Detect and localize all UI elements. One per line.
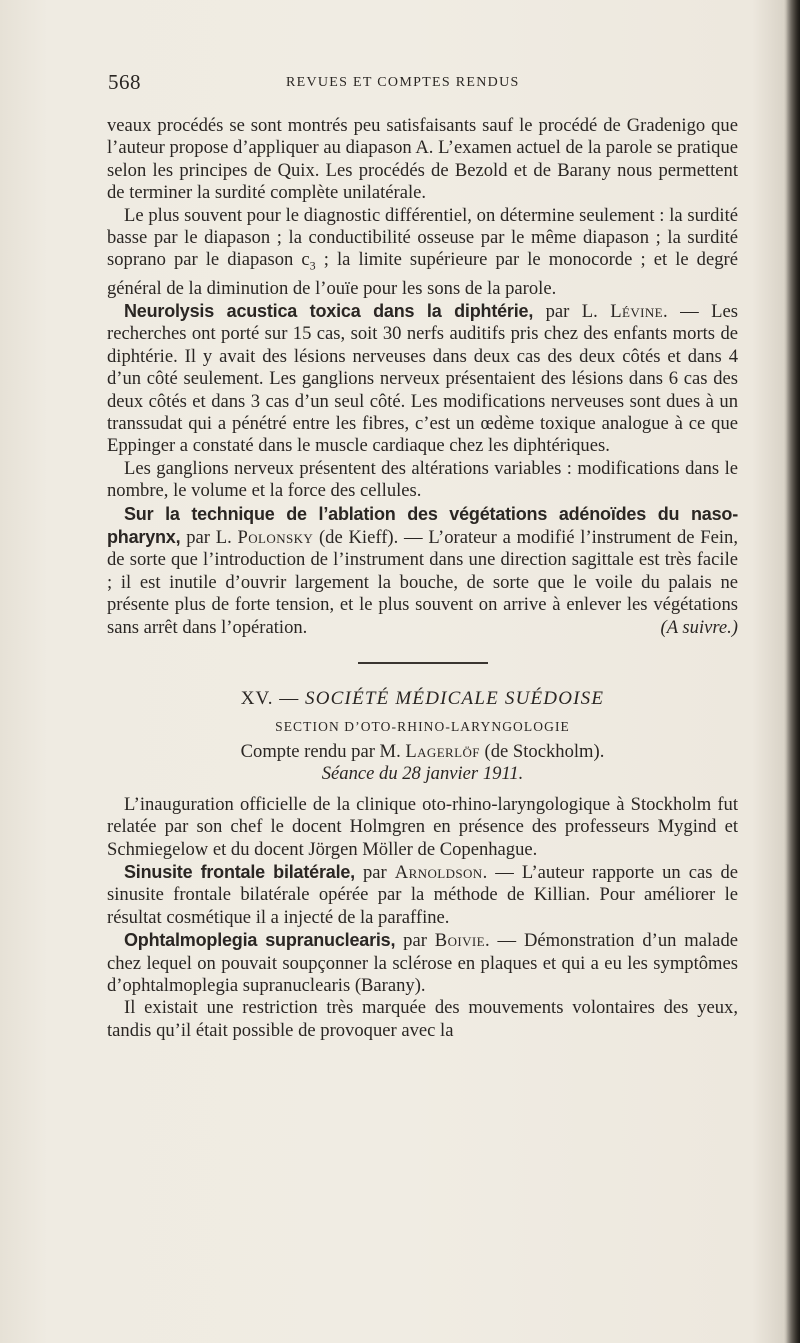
section-number: XV. — — [240, 688, 306, 710]
paragraph-text: Le plus souvent pour le diagnostic différentiel, on détermine seulement : la surdité basse par le diapason ; la conductibilité osseuse par le même diapason ; la surdité soprano par le diapason c — [107, 204, 738, 271]
section-title — [107, 688, 738, 710]
paragraph-text: par — [395, 930, 435, 952]
byline-text: Compte rendu par M. — [240, 740, 406, 762]
paragraph-text: (de Kieff). — L’orateur a modifié l’instrument de Fein, de sorte que l’introduction de l’instrument dans une direction sagittale est très facile ; il est inutile d’ouvrir largement la bouche, de sorte que le voile du palais ne présente plus de forte tension, et le plus souvent on arrive à enlever les végétations sans arrêt dans l’opération. — [107, 527, 738, 638]
paragraph: Les ganglions nerveux présentent des altérations variables : modifications dans le nombre, le volume et la force des cellules. — [107, 457, 738, 502]
paragraph — [107, 861, 738, 929]
article-title: Ophtalmoplegia supranuclearis, — [124, 930, 396, 951]
paragraph: Il existait une restriction très marquée des mouvements volontaires des yeux, tandis qu’il était possible de provoquer avec la — [107, 997, 738, 1041]
page-number: 568 — [108, 70, 141, 94]
article-title: Sur la technique de l’ablation des végétations adénoïdes du naso-pharynx, — [107, 503, 738, 548]
byline-text: (de Stockholm). — [479, 740, 605, 762]
paragraph: L’inauguration officielle de la clinique oto-rhino-laryngologique à Stockholm fut relatée par son chef le docent Holmgren en présence des professeurs Mygind et Schmiegelow et du docent Jörgen Möller de Copenhague. — [107, 793, 738, 860]
page-header — [108, 70, 738, 100]
spacer — [107, 786, 738, 794]
section-name: SOCIÉTÉ MÉDICALE SUÉDOISE — [305, 688, 605, 710]
paragraph-text: par — [355, 861, 395, 883]
subscript: 3 — [309, 259, 316, 274]
binding-shadow — [786, 0, 800, 1343]
text-column — [107, 115, 738, 1042]
paragraph-text: . — Démonstration d’un malade chez lequel on pouvait soupçonner la sclérose en plaques et qui a eu les symptômes d’ophtalmoplegia supranuclearis (Barany). — [107, 930, 738, 996]
author-name: Polonsky — [237, 527, 314, 549]
article-title: Neurolysis acustica toxica dans la diphtérie, — [124, 300, 534, 321]
session-date: Séance du 28 janvier 1911. — [321, 763, 524, 785]
paragraph-text: . — L’auteur rapporte un cas de sinusite frontale bilatérale opérée par la méthode de Killian. Pour améliorer le résultat cosmétique il a injecté de la paraffine. — [107, 861, 739, 928]
article-title: Sinusite frontale bilatérale, — [124, 861, 355, 882]
paragraph — [107, 503, 738, 639]
section-subtitle: SECTION D’OTO-RHINO-LARYNGOLOGIE — [275, 719, 570, 735]
author-name: Lévine — [610, 300, 663, 322]
author-name: Boivie — [434, 930, 485, 952]
section-divider — [358, 662, 488, 664]
paragraph-text: . — Les recherches ont porté sur 15 cas, soit 30 nerfs auditifs pris chez des enfants morts de diphtérie. Il y avait des lésions nerveuses dans deux cas des deux côtés et dans 4 d’un côté seulement. Les ganglions nerveux présentaient des lésions dans 6 cas des deux côtés et dans 3 cas d’un seul côté. Les modifications nerveuses sont dues à un transsudat qui a pénétré entre les fibres, c’est un œdème toxique analogue à ce que Eppinger a constaté dans le muscle cardiaque chez les diphtériques. — [107, 300, 738, 457]
author-name: Arnoldson — [394, 861, 483, 883]
paragraph-text: par L. — [533, 300, 611, 322]
paragraph — [107, 300, 738, 458]
paragraph-text: ; la limite supérieure par le monocorde ; et le degré général de la diminution de l’ouïe pour les sons de la parole. — [107, 249, 738, 299]
to-be-continued: (A suivre.) — [660, 616, 738, 638]
paragraph — [107, 205, 738, 300]
paragraph-text: par L. — [180, 527, 238, 549]
byline-author: Lagerlöf — [405, 740, 480, 762]
paragraph — [107, 929, 738, 997]
paragraph: veaux procédés se sont montrés peu satisfaisants sauf le procédé de Gradenigo que l’auteur propose d’appliquer au diapason A. L’examen actuel de la parole se pratique selon les principes de Quix. Les procédés de Bezold et de Barany nous permettent de terminer la surdité complète unilatérale. — [107, 115, 738, 204]
report-byline — [107, 741, 738, 763]
running-head: REVUES ET COMPTES RENDUS — [286, 75, 520, 90]
